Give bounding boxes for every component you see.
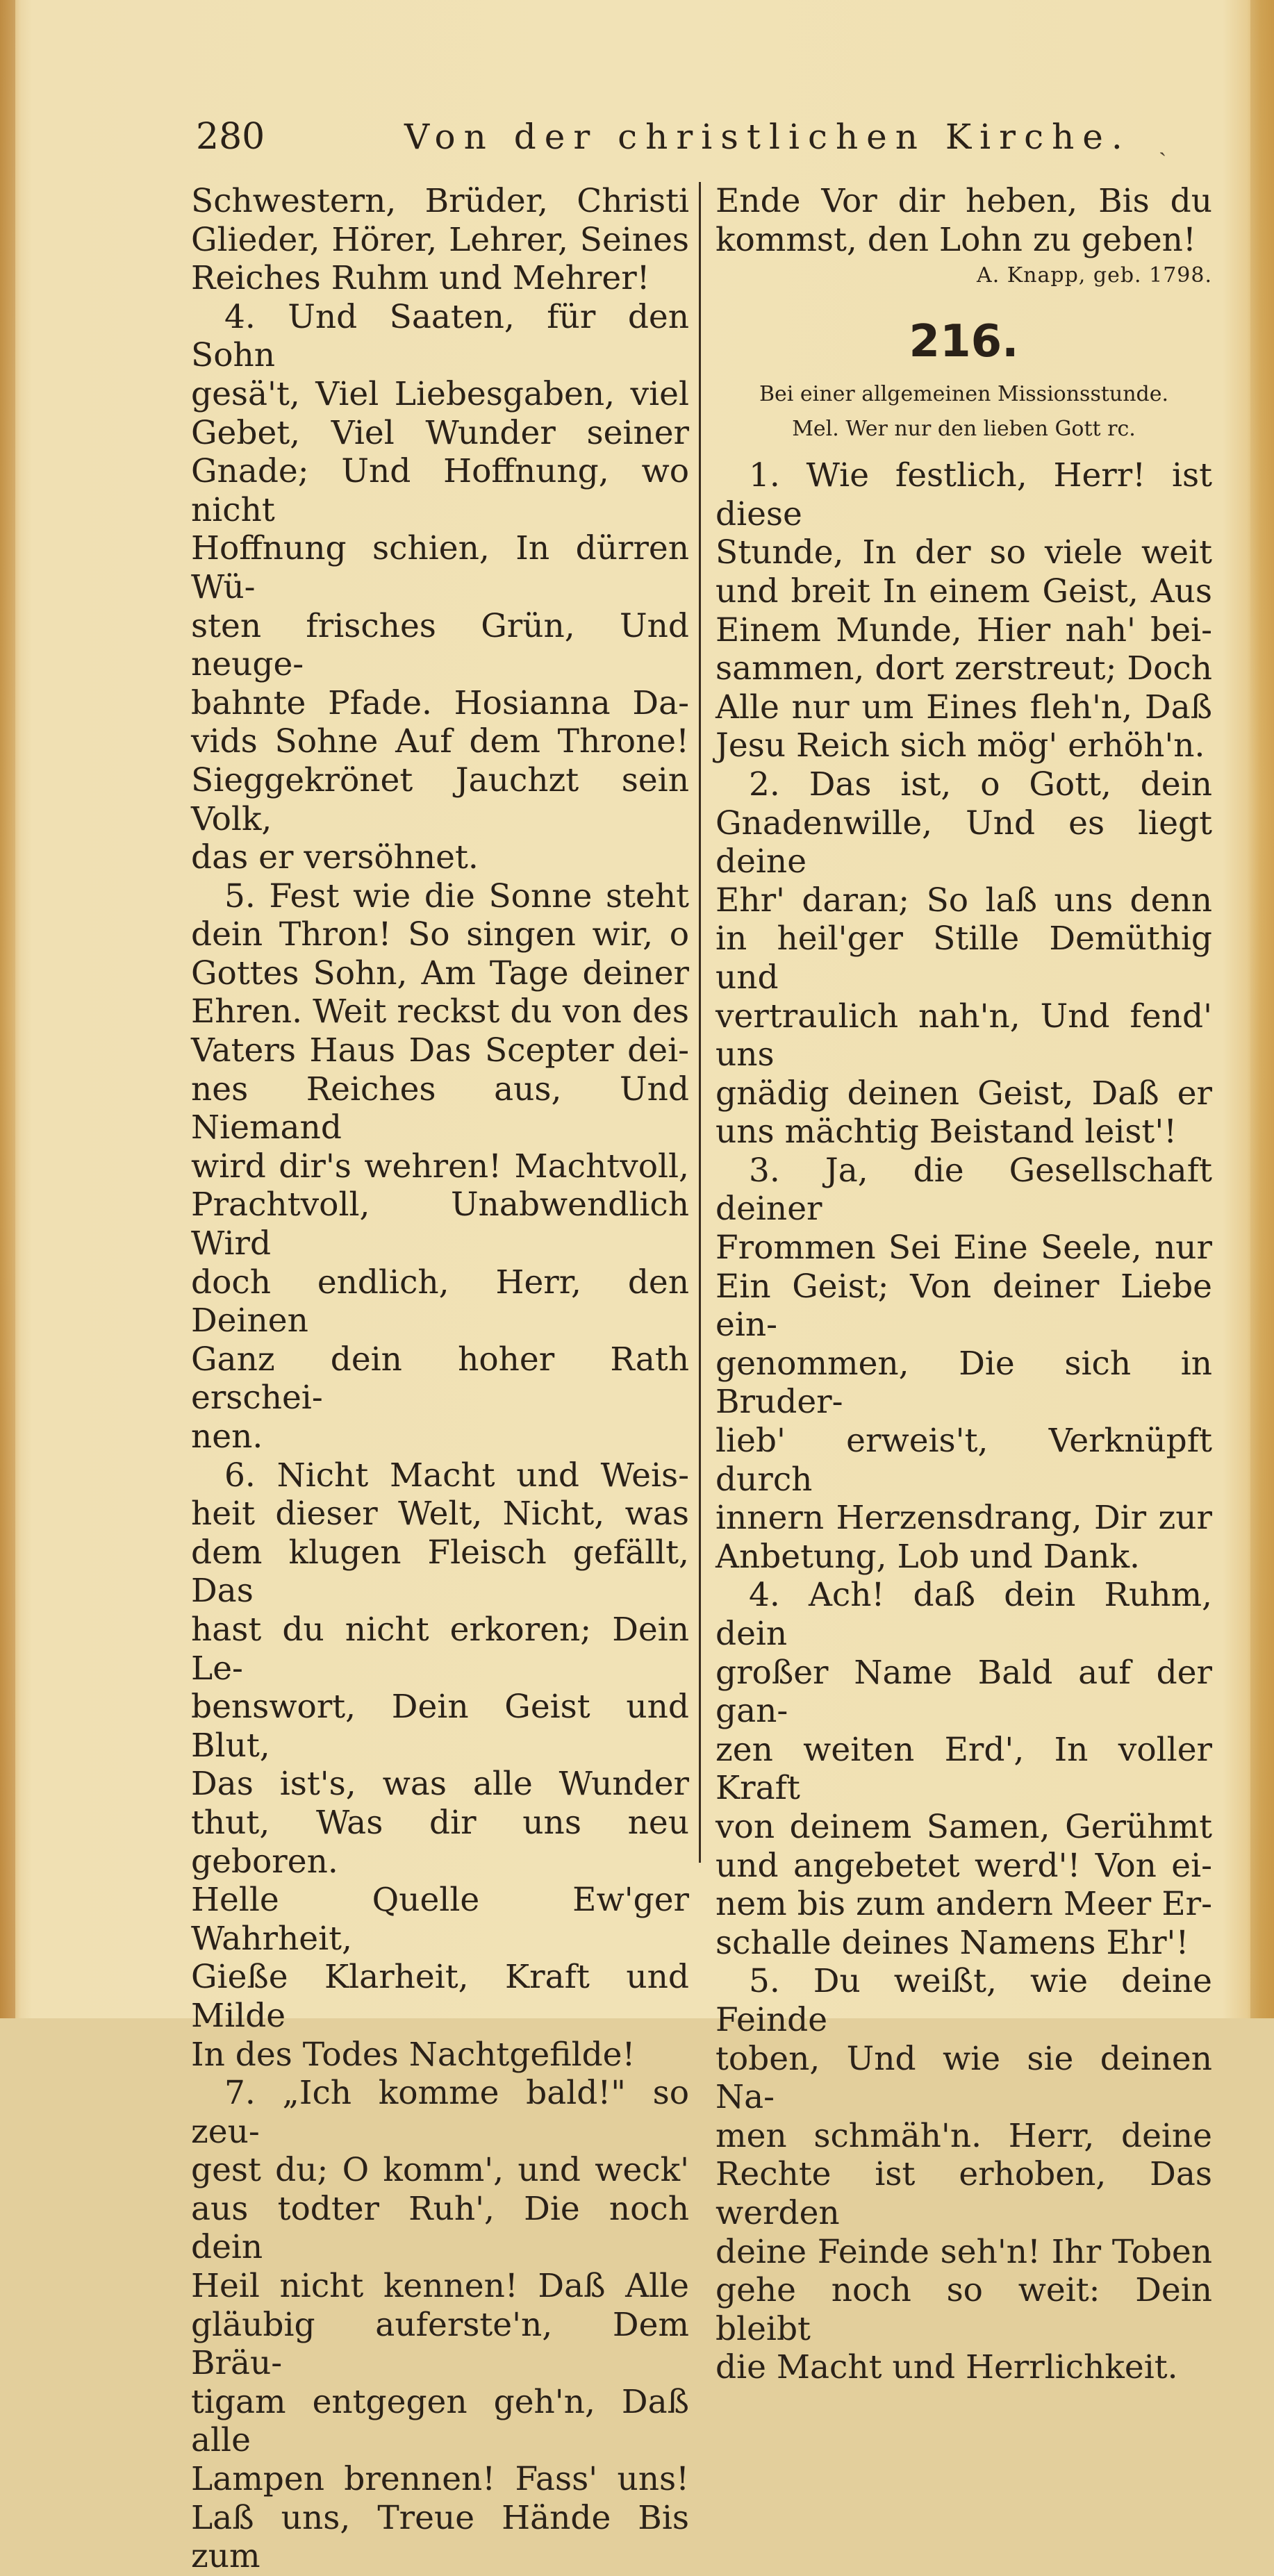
text-line: Schwestern, Brüder, Christi (191, 182, 689, 220)
text-line: Ehren. Weit reckst du von des (191, 992, 689, 1031)
text-line: gläubig auferste'n, Dem Bräu- (191, 2305, 689, 2383)
left-column (191, 182, 689, 2576)
text-line: Jesu Reich sich mög' erhöh'n. (715, 726, 1205, 765)
text-line: Stunde, In der so viele weit (715, 533, 1212, 572)
text-line: men schmäh'n. Herr, deine (715, 2116, 1212, 2155)
text-line: bahnte Pfade. Hosianna Da- (191, 683, 689, 722)
margin-mark: ˎ (1159, 129, 1167, 157)
hymn-author: A. Knapp, geb. 1798. (977, 263, 1212, 288)
text-line: Ehr' daran; So laß uns denn (715, 881, 1212, 920)
text-line: Laß uns, Treue Hände Bis zum (191, 2498, 689, 2576)
running-title: Von der christlichen Kirche. (404, 117, 1131, 157)
text-line: nem bis zum andern Meer Er- (715, 1885, 1212, 1924)
text-line: Gebet, Viel Wunder seiner (191, 413, 689, 452)
text-line: nes Reiches aus, Und Niemand (191, 1070, 689, 1147)
text-line: Das ist's, was alle Wunder (191, 1765, 689, 1804)
text-line: dein Thron! So singen wir, o (191, 915, 689, 954)
hymn-216-text (715, 456, 1212, 2387)
text-line: heit dieser Welt, Nicht, was (191, 1495, 689, 1534)
text-line: Helle Quelle Ew'ger Wahrheit, (191, 1881, 689, 1958)
text-line: in heil'ger Stille Demüthig und (715, 920, 1212, 997)
text-line: sammen, dort zerstreut; Doch (715, 649, 1212, 688)
hymn-melody: Mel. Wer nur den lieben Gott rc. (792, 417, 1136, 442)
text-line: Vaters Haus Das Scepter dei- (191, 1031, 689, 1070)
hymn-occasion: Bei einer allgemeinen Missionsstunde. (759, 382, 1169, 407)
text-line: von deinem Samen, Gerühmt (715, 1807, 1212, 1846)
text-line: nen. (191, 1418, 263, 1456)
text-line: 4. Ach! daß dein Ruhm, dein (715, 1576, 1212, 1653)
text-line: kommst, den Lohn zu geben! (715, 220, 1196, 259)
text-line: Prachtvoll, Unabwendlich Wird (191, 1186, 689, 1263)
text-line: hast du nicht erkoren; Dein Le- (191, 1610, 689, 1688)
text-line: zen weiten Erd', In voller Kraft (715, 1730, 1212, 1808)
text-line: 1. Wie festlich, Herr! ist diese (715, 456, 1212, 533)
text-line: In des Todes Nachtgefilde! (191, 2035, 636, 2074)
text-line: Ende Vor dir heben, Bis du (715, 182, 1212, 220)
hymn-number: 216. (909, 316, 1019, 368)
text-line: Ganz dein hoher Rath erschei- (191, 1340, 689, 1418)
text-line: doch endlich, Herr, den Deinen (191, 1263, 689, 1340)
text-line: Gnade; Und Hoffnung, wo nicht (191, 452, 689, 529)
text-line: gesä't, Viel Liebesgaben, viel (191, 374, 689, 413)
text-line: tigam entgegen geh'n, Daß alle (191, 2382, 689, 2460)
text-line: toben, Und wie sie deinen Na- (715, 2039, 1212, 2117)
text-line: Hoffnung schien, In dürren Wü- (191, 529, 689, 606)
text-line: Einem Munde, Hier nah' bei- (715, 610, 1212, 649)
text-line: Gottes Sohn, Am Tage deiner (191, 954, 689, 992)
text-line: Reiches Ruhm und Mehrer! (191, 259, 650, 298)
text-line: aus todter Ruh', Die noch dein (191, 2189, 689, 2267)
page-number: 280 (196, 116, 265, 158)
text-line: 4. Und Saaten, für den Sohn (191, 297, 689, 375)
right-column (715, 182, 1212, 2387)
page-edge-stain-right (1250, 0, 1274, 2018)
text-line: gnädig deinen Geist, Daß er (715, 1074, 1212, 1113)
text-line: 7. „Ich komme bald!" so zeu- (191, 2074, 689, 2151)
text-line: Anbetung, Lob und Dank. (715, 1537, 1140, 1576)
text-line: Frommen Sei Eine Seele, nur (715, 1229, 1212, 1268)
text-line: und breit In einem Geist, Aus (715, 572, 1212, 610)
text-line: thut, Was dir uns neu geboren. (191, 1803, 689, 1881)
text-line: vids Sohne Auf dem Throne! (191, 722, 689, 761)
text-line: 2. Das ist, o Gott, dein (749, 765, 1212, 804)
text-line: innern Herzensdrang, Dir zur (715, 1499, 1212, 1538)
text-line: gest du; O komm', und weck' (191, 2151, 689, 2190)
page-edge-stain-left (0, 0, 15, 2018)
column-divider (699, 182, 701, 1863)
text-line: die Macht und Herrlichkeit. (715, 2348, 1178, 2387)
text-line: und angebetet werd'! Von ei- (715, 1846, 1212, 1885)
text-line: Gieße Klarheit, Kraft und Milde (191, 1958, 689, 2035)
text-line: uns mächtig Beistand leist'! (715, 1113, 1177, 1152)
text-line: Ein Geist; Von deiner Liebe ein- (715, 1267, 1212, 1345)
text-line: 5. Fest wie die Sonne steht (224, 876, 689, 915)
text-line: 5. Du weißt, wie deine Feinde (715, 1962, 1212, 2039)
text-line: gehe noch so weit: Dein bleibt (715, 2271, 1212, 2348)
text-line: großer Name Bald auf der gan- (715, 1653, 1212, 1731)
text-line: das er versöhnet. (191, 838, 479, 877)
text-line: genommen, Die sich in Bruder- (715, 1344, 1212, 1422)
text-line: wird dir's wehren! Machtvoll, (191, 1147, 689, 1186)
text-line: Lampen brennen! Fass' uns! (191, 2460, 689, 2499)
text-line: sten frisches Grün, Und neuge- (191, 606, 689, 684)
hymn-215-ending (715, 182, 1212, 259)
text-line: vertraulich nah'n, Und fend' uns (715, 997, 1212, 1074)
text-line: Rechte ist erhoben, Das werden (715, 2155, 1212, 2232)
text-line: Gnadenwille, Und es liegt deine (715, 804, 1212, 881)
text-line: benswort, Dein Geist und Blut, (191, 1688, 689, 1765)
text-line: lieb' erweis't, Verknüpft durch (715, 1422, 1212, 1499)
text-line: Sieggekrönet Jauchzt sein Volk, (191, 761, 689, 838)
text-line: dem klugen Fleisch gefällt, Das (191, 1533, 689, 1611)
text-line: deine Feinde seh'n! Ihr Toben (715, 2232, 1212, 2271)
page-header (196, 113, 1224, 161)
text-line: Alle nur um Eines fleh'n, Daß (715, 688, 1212, 726)
text-line: Glieder, Hörer, Lehrer, Seines (191, 220, 689, 259)
text-line: Heil nicht kennen! Daß Alle (191, 2267, 689, 2306)
text-line: 3. Ja, die Gesellschaft deiner (715, 1151, 1212, 1229)
text-line: 6. Nicht Macht und Weis- (224, 1456, 689, 1495)
text-line: schalle deines Namens Ehr'! (715, 1923, 1189, 1962)
